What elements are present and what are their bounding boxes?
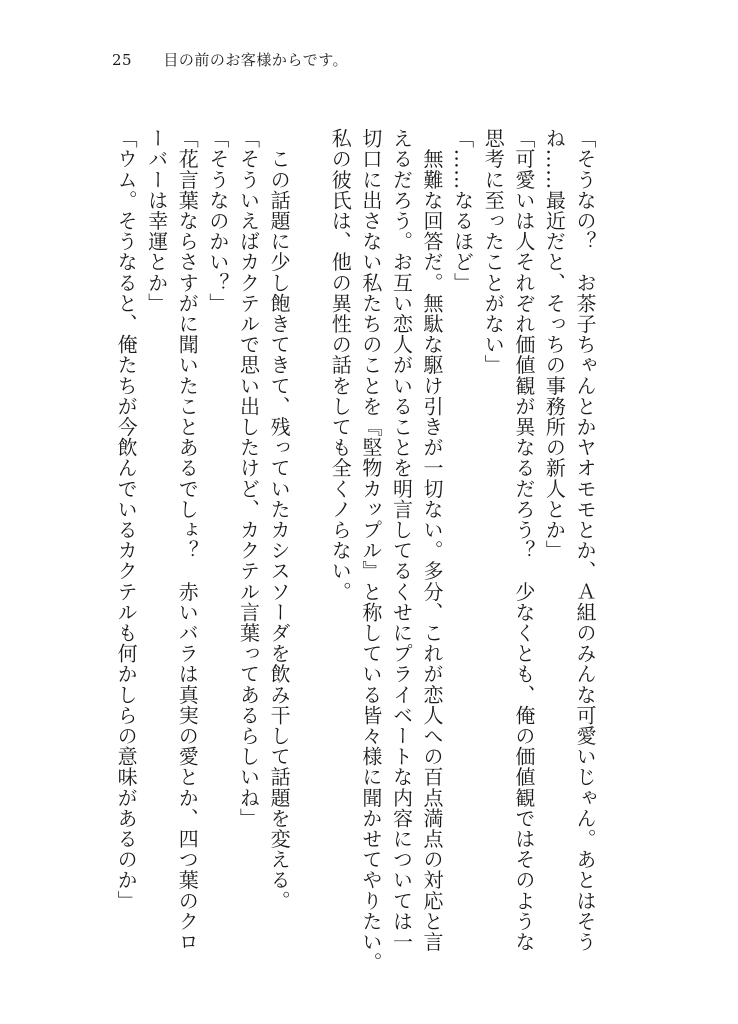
text-line: 切口に出さない私たちのことを『堅物カップル』と称している皆々様に聞かせてやりたい。 [358, 128, 383, 973]
text-line: 「そういえばカクテルで思い出したけど、カクテル言葉ってあるらしいね」 [236, 128, 261, 829]
text-line: 「そうなのかい？」 [205, 128, 230, 314]
text-line: 「ウム。そうなると、俺たちが今飲んでいるカクテルも何かしらの意味があるのか」 [114, 128, 139, 911]
chapter-title: 目の前のお客様からです。 [163, 51, 349, 69]
text-line: 思考に至ったことがない」 [481, 128, 506, 376]
text-line: 「……なるほど」 [450, 128, 475, 293]
vertical-body-text [108, 128, 600, 973]
text-line: えるだろう。お互い恋人がいることを明言してるくせにプライベートな内容については一 [389, 128, 414, 952]
text-line: 「そうなの？ お茶子ちゃんとかヤオモモとか、Ａ組のみんな可愛いじゃん。あとはそう [573, 128, 597, 952]
text-line: 無難な回答だ。無駄な駆け引きが一切ない。多分、これが恋人への百点満点の対応と言 [420, 128, 445, 952]
blank-line [294, 128, 325, 928]
text-line: この話題に少し飽きてきて、残っていたカシスソーダを飲み干して話題を変える。 [267, 128, 292, 911]
text-line: ね……最近だと、そっちの事務所の新人とか」 [542, 128, 567, 561]
text-line: 私の彼氏は、他の異性の話をしても全くノらない。 [328, 128, 353, 602]
page-number: 25 [112, 51, 133, 69]
running-header [112, 50, 348, 70]
text-line: 「可愛いは人それぞれ価値観が異なるだろう？ 少なくとも、俺の価値観ではそのような [511, 128, 536, 952]
text-line: ーバーは幸運とか」 [144, 128, 169, 314]
text-line: 「花言葉ならさすがに聞いたことあるでしょ？ 赤いバラは真実の愛とか、四つ葉のクロ [175, 128, 200, 952]
